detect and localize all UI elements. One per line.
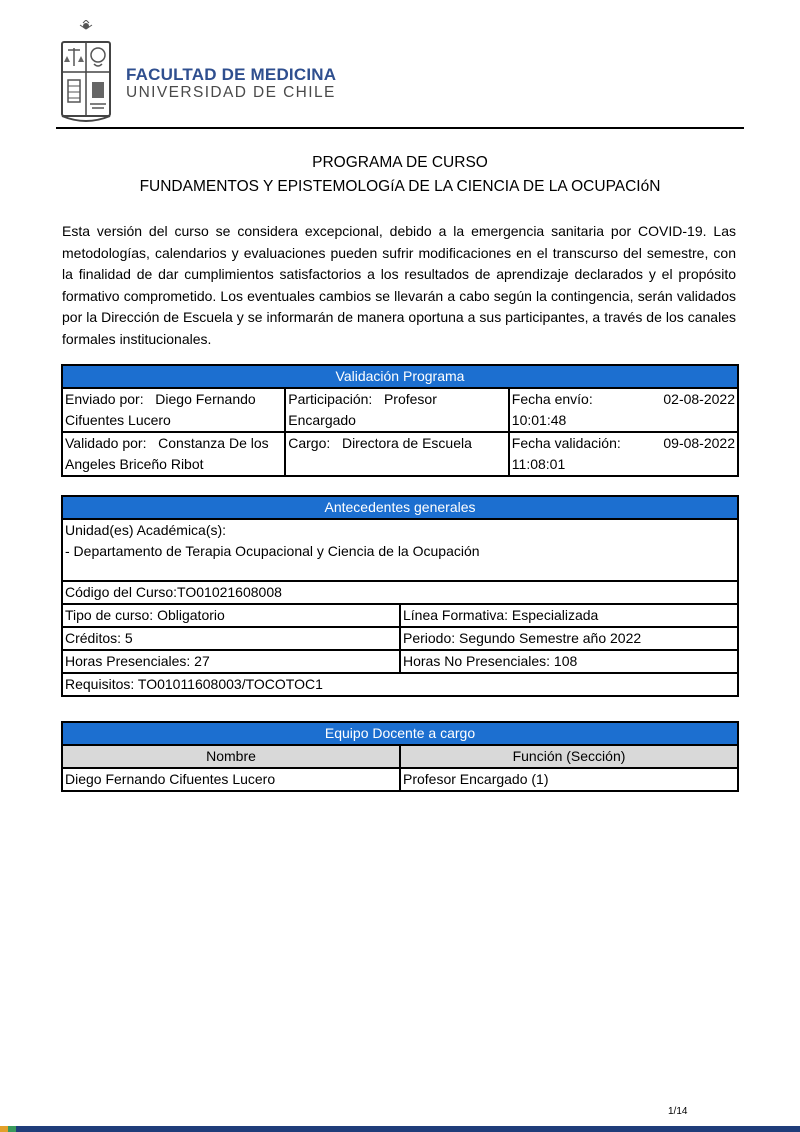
course-code: Código del Curso:TO01021608008 xyxy=(62,581,738,604)
course-title: FUNDAMENTOS Y EPISTEMOLOGíA DE LA CIENCIA DE LA OCUPACIóN xyxy=(139,178,661,195)
header-divider xyxy=(56,127,744,129)
footer-accent-green xyxy=(8,1126,16,1132)
in-person-hours: Horas Presenciales: 27 xyxy=(62,650,400,673)
validation-date-value: 09-08-2022 xyxy=(663,435,735,451)
table-row xyxy=(62,768,738,791)
participation-cell xyxy=(285,388,509,432)
faculty-brand xyxy=(126,66,336,102)
academic-unit-value: - Departamento de Terapia Ocupacional y Ciencia de la Ocupación xyxy=(65,543,480,559)
send-date-label: Fecha envío: xyxy=(511,391,593,407)
validation-table xyxy=(61,364,739,477)
send-date-value: 02-08-2022 xyxy=(663,391,735,407)
credits: Créditos: 5 xyxy=(62,627,400,650)
non-in-person-hours: Horas No Presenciales: 108 xyxy=(400,650,738,673)
validation-date-cell xyxy=(509,432,738,476)
academic-unit-label: Unidad(es) Académica(s): xyxy=(65,522,227,538)
footer-bar xyxy=(0,1126,800,1132)
role-cell xyxy=(285,432,509,476)
validation-header: Validación Programa xyxy=(62,365,738,388)
page-number: 1/14 xyxy=(668,1106,688,1117)
prerequisites: Requisitos: TO01011608003/TOCOTOC1 xyxy=(62,673,738,696)
send-time-value: 10:01:48 xyxy=(511,412,567,428)
general-info-table xyxy=(61,495,739,697)
column-header-function: Función (Sección) xyxy=(400,745,738,768)
participation-value: Profesor Encargado xyxy=(288,391,437,428)
university-seal-logo xyxy=(56,20,116,124)
validation-time-value: 11:08:01 xyxy=(511,456,566,472)
footer-accent-orange xyxy=(0,1126,8,1132)
general-info-header: Antecedentes generales xyxy=(62,496,738,519)
teacher-name: Diego Fernando Cifuentes Lucero xyxy=(62,768,400,791)
teaching-team-header: Equipo Docente a cargo xyxy=(62,722,738,745)
sent-by-label: Enviado por: xyxy=(65,391,144,407)
university-name: UNIVERSIDAD DE CHILE xyxy=(126,84,336,101)
course-type: Tipo de curso: Obligatorio xyxy=(62,604,400,627)
sent-by-cell xyxy=(62,388,285,432)
teaching-team-table xyxy=(61,721,739,792)
send-date-cell xyxy=(509,388,738,432)
sent-by-value: Diego Fernando Cifuentes Lucero xyxy=(65,391,256,428)
validated-by-label: Validado por: xyxy=(65,435,147,451)
role-value: Directora de Escuela xyxy=(341,435,472,451)
academic-unit-cell xyxy=(62,519,738,581)
column-header-name: Nombre xyxy=(62,745,400,768)
faculty-name: FACULTAD DE MEDICINA xyxy=(126,65,337,84)
validation-date-label: Fecha validación: xyxy=(511,435,621,451)
training-line: Línea Formativa: Especializada xyxy=(400,604,738,627)
validated-by-cell xyxy=(62,432,285,476)
teacher-function: Profesor Encargado (1) xyxy=(400,768,738,791)
role-label: Cargo: xyxy=(288,435,331,451)
participation-label: Participación: xyxy=(288,391,373,407)
intro-paragraph: Esta versión del curso se considera excepcional, debido a la emergencia sanitaria por COVID-19. Las metodologías, calendarios y evaluaciones pueden sufrir modificaciones en el transcurso del semestre, con la finalidad de dar cumplimientos satisfactorios a los resultados de aprendizaje declarados y el propósito formativo comprometido. Los eventuales cambios se llevarán a cabo según la contingencia, serán validados por la Dirección de Escuela y se informarán de manera oportuna a sus participantes, a través de los canales formales institucionales. xyxy=(62,223,736,347)
document-title: PROGRAMA DE CURSO xyxy=(312,154,488,171)
period: Periodo: Segundo Semestre año 2022 xyxy=(400,627,738,650)
validated-by-value: Constanza De los Angeles Briceño Ribot xyxy=(65,435,269,472)
